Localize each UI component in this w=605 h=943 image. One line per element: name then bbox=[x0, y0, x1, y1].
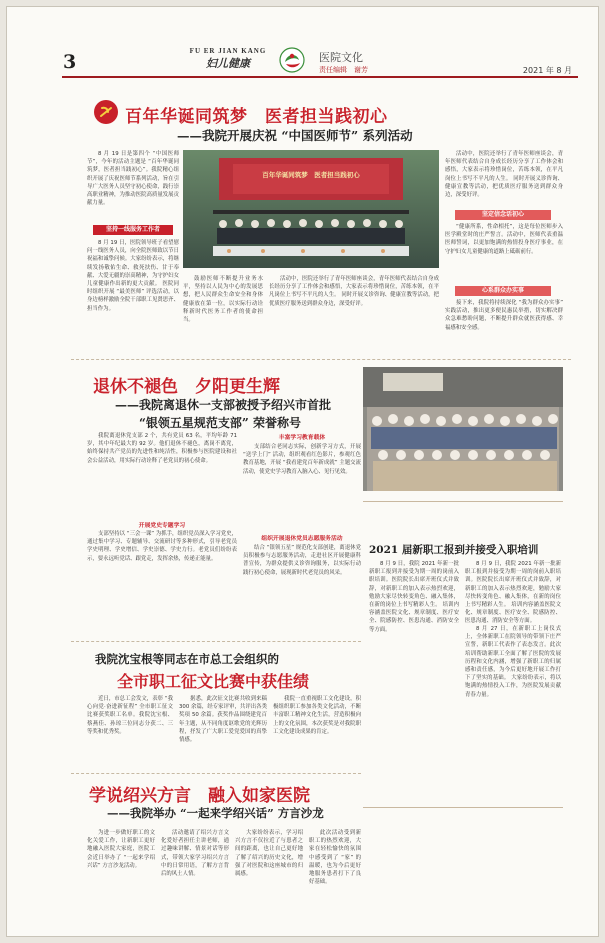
newspaper-page bbox=[6, 6, 599, 937]
masthead bbox=[183, 47, 273, 71]
ceremony-photo bbox=[183, 150, 439, 268]
article1-column-2: 鼓励医师不断提升业务水平，坚持以人民为中心的发展思想，把人民群众生命安全和身体健康放在第一位，以实际行动诠释新时代医务工作者的使命担当。 bbox=[183, 276, 263, 324]
article4-title-1: 我院沈宝根等同志在市总工会组织的 bbox=[95, 652, 279, 666]
masthead-pinyin: FU ER JIAN KANG bbox=[189, 47, 267, 55]
article2-title: 退休不褪色 夕阳更生辉 bbox=[93, 377, 280, 397]
article4-column-2: 据悉，此次征文比赛共收到来稿 300 余篇，经专家评审，共评出各类奖项 50 余篇。获奖作品围绕建党百年主题，从不同角度讴歌党的光辉历程，抒发了广大职工爱党爱国的真挚情感。 bbox=[179, 696, 267, 744]
article4-column-3: 我院一直重视职工文化建设，积极组织职工参加各类文化活动，不断丰富职工精神文化生活，营造积极向上的文化氛围，本次获奖是对我院职工文化建设成果的肯定。 bbox=[273, 696, 361, 735]
article3-title: 2021 届新职工报到并接受入职培训 bbox=[369, 544, 539, 556]
article4-title-2: 全市职工征文比赛中获佳绩 bbox=[117, 672, 310, 691]
article1-heading-3: 心系群众办实事 bbox=[455, 286, 551, 296]
article1-column-3b: 活动中，医院还举行了青年医师座谈会，青年医师代表结合自身成长经历分享了工作体会和感悟，大家表示将珍惜岗位，苦练本领，在平凡岗位上书写不平凡的人生。 同时开展义诊咨询、健康宣教等活动，把优质医疗服务送到群众身边，深受好评。 bbox=[445, 151, 563, 199]
article5-column-1: 为进一步做好职工的文化关爱工作，让新职工更好地融入医院大家庭，医院工会近日举办了 “一起来学绍兴话” 方言沙龙活动。 bbox=[87, 830, 155, 869]
article3-column-1: 8 月 9 日，我院 2021 年新一批新职工报到并接受为期一周的岗前入职培训。医院院长出席开班仪式并致辞，对新职工的加入表示热烈欢迎，勉励大家尽快转变角色、融入集体，在新的岗位上书写精彩人生。 培训内容涵盖医院文化、规章制度、医疗安全、院感防控、医患沟通、消防安全等方面。 bbox=[369, 561, 459, 633]
page-header bbox=[7, 7, 600, 79]
article1-subtitle: ——我院开展庆祝 “中国医师节” 系列活动 bbox=[177, 128, 413, 143]
article2-heading-3: 组织开展退休党员志愿服务活动 bbox=[261, 536, 343, 542]
article2-column-2: 支部坚持以 “三会一课” 为抓手，组织党员深入学习党史，通过集中学习、专题辅导、交流研讨等多种形式，引导老党员学史明理、学史增信、学史崇德、学史力行。老党员们纷纷表示，要永远听党话、跟党走，发挥余热，传递正能量。 bbox=[87, 531, 237, 562]
retirees-group-photo bbox=[363, 367, 563, 491]
article2-column-4: 结合 “银领五星” 规范化支部创建，离退休党员积极参与志愿服务活动，走进社区开展健康科普宣传，为群众提供义诊咨询服务，以实际行动践行初心使命，展现新时代老党员的风采。 bbox=[243, 545, 361, 576]
article5-subtitle: ——我院举办 “一起来学绍兴话” 方言沙龙 bbox=[107, 806, 324, 820]
masthead-title: 妇儿健康 bbox=[206, 57, 250, 70]
article4-column-1: 近日，市总工会发文，表彰 “我心向党·奋进新征程” 全市职工征文比赛获奖职工名单。我院沈宝根、蔡燕佳、孙琼三位同志分获二、三等奖和优秀奖。 bbox=[87, 696, 173, 735]
article1-column-1: 8 月 19 日，医院领导班子看望慰问一线医务人员，向全院医师致以节日祝福和诚挚问候。大家纷纷表示，将继续发扬敬佑生命、救死扶伤、甘于奉献、大爱无疆的崇高精神，为守护妇女儿童健康作出新的更大贡献。 医院同时组织开展 “最美医师” 评选活动，以身边榜样激励全院干部职工见贤思齐、担当作为。 bbox=[87, 240, 179, 312]
article5-title: 学说绍兴方言 融入如家医院 bbox=[89, 786, 310, 806]
page-number: 3 bbox=[63, 51, 77, 73]
article2-subtitle-1: ——我院离退休一支部被授予绍兴市首批 bbox=[115, 398, 332, 412]
hospital-logo-icon bbox=[279, 47, 305, 73]
section-divider-1 bbox=[71, 359, 571, 360]
article3-column-1b: 8 月 9 日，我院 2021 年新一批新职工报到并接受为期一周的岗前入职培训。医院院长出席开班仪式并致辞，对新职工的加入表示热烈欢迎，勉励大家尽快转变角色、融入集体，在新的岗位上书写精彩人生。 培训内容涵盖医院文化、规章制度、医疗安全、院感防控、医患沟通、消防安全等方面。 bbox=[465, 561, 561, 625]
photo-banner-text: 百年华诞同筑梦 医者担当践初心 bbox=[262, 171, 360, 179]
article1-column-4: “健康所系，性命相托”，这是每位医师步入医学殿堂时的庄严誓言。活动中，医师代表重温医师誓词，以更加饱满的热情投身医疗事业，在守护妇女儿童健康的道路上砥砺前行。 bbox=[445, 224, 563, 255]
section-divider-2 bbox=[71, 641, 361, 642]
article1-column-3: 活动中，医院还举行了青年医师座谈会，青年医师代表结合自身成长经历分享了工作体会和感悟，大家表示将珍惜岗位，苦练本领，在平凡岗位上书写不平凡的人生。 同时开展义诊咨询、健康宣教等活动，把优质医疗服务送到群众身边，深受好评。 bbox=[269, 276, 439, 307]
article1-heading-2: 坚定信念话初心 bbox=[455, 210, 551, 220]
article1-title: 百年华诞同筑梦 医者担当践初心 bbox=[125, 107, 388, 127]
section-name: 医院文化 bbox=[319, 51, 363, 64]
article5-column-4: 此次活动受到新职工的热烈欢迎，大家在轻松愉快的氛围中感受到了 “家” 的温暖，也为今后更好地服务患者打下了良好基础。 bbox=[309, 830, 361, 886]
article2-column-3: 支部结合老同志实际，创新学习方式，开展 “送学上门” 活动，组织观看红色影片，参观红色教育基地，开展 “我看建党百年新成就” 主题交流活动，使党史学习教育入脑入心、见行见效。 bbox=[243, 444, 361, 475]
issue-date: 2021 年 8 月 bbox=[522, 66, 572, 75]
article5-column-2: 活动邀请了绍兴方言文化爱好者担任主讲老师，通过趣味讲解、情景对话等形式，带领大家学习绍兴方言中的日常用语，了解方言背后的风土人情。 bbox=[161, 830, 229, 878]
article3-column-2: 8 月 27 日，在新职工上岗仪式上，全体新职工在院领导的带领下庄严宣誓，新职工代表作了表态发言。此次培训帮助新职工全面了解了医院的发展历程和文化内涵，增强了新职工的归属感和责任感，为今后更好地开展工作打下了坚实的基础。 大家纷纷表示，将以饱满的热情投入工作，为医院发展贡献青春力量。 bbox=[465, 626, 561, 698]
article2-heading-2: 丰富学习教育载体 bbox=[278, 435, 326, 441]
article5-column-3: 大家纷纷表示，学习绍兴方言不仅拉近了与患者之间的距离，也让自己更好地了解了绍兴的历史文化，增强了对医院和这座城市的归属感。 bbox=[235, 830, 303, 878]
article2-subtitle-2: “银领五星规范支部” 荣誉称号 bbox=[139, 416, 301, 430]
editor-credit: 责任编辑 谢芳 bbox=[319, 66, 368, 74]
header-rule bbox=[62, 76, 578, 78]
article3-bottom-rule bbox=[363, 807, 563, 808]
article2-column-1: 我院离退休党支部 2 个，共有党员 63 名，平均年龄 71 岁，其中年纪最大的 92 岁。他们退休不褪色，离岗不离党，始终保持共产党员的先进性和纯洁性，积极参与医院建设和社会公益活动，用实际行动诠释了老党员的初心使命。 bbox=[87, 433, 237, 464]
party-emblem-icon bbox=[93, 99, 119, 125]
article3-top-rule bbox=[363, 501, 563, 502]
article1-column-5: 接下来，我院将持续深化 “我为群众办实事” 实践活动，推出更多便民惠民举措，切实解决群众急难愁盼问题，不断提升群众就医获得感、幸福感和安全感。 bbox=[445, 300, 563, 331]
section-divider-3 bbox=[71, 773, 361, 774]
article2-heading-1: 开展党史专题学习 bbox=[138, 523, 186, 529]
article1-intro: 8 月 19 日是第四个 “中国医师节”，今年的活动主题是 “百年华诞同筑梦，医者担当践初心”。我院精心组织开展了庆祝医师节系列活动，旨在引导广大医务人员坚守初心使命，践行崇高职业精神，为推动医院高质量发展贡献力量。 bbox=[87, 151, 179, 207]
article1-heading-1: 坚持一线服务工作者 bbox=[93, 225, 173, 235]
